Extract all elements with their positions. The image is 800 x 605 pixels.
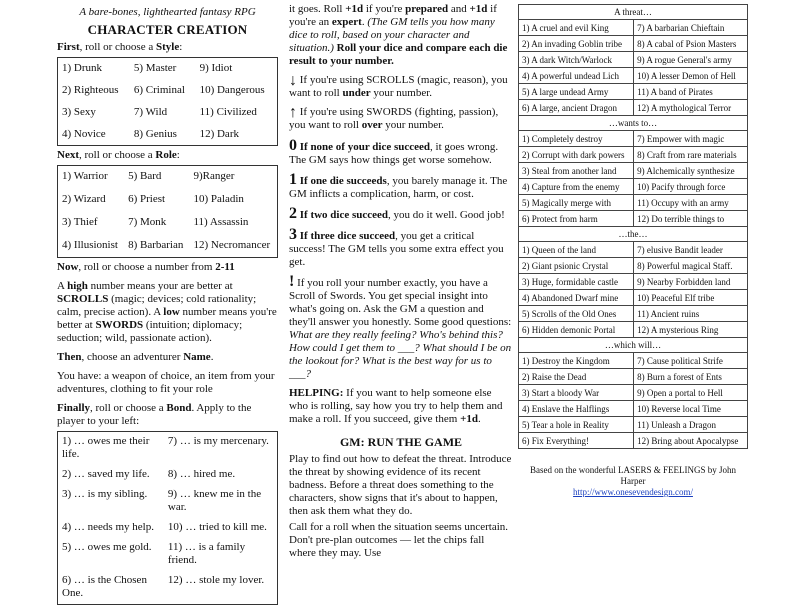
table-row bbox=[519, 290, 748, 306]
table-cell: 7) … is my mercenary. bbox=[167, 435, 269, 447]
table-row bbox=[58, 58, 278, 80]
table-cell: 3) … is my sibling. bbox=[62, 488, 148, 500]
style-table bbox=[57, 57, 278, 146]
table-cell: 11) … is a family friend. bbox=[167, 541, 246, 566]
bond-table bbox=[57, 431, 278, 605]
table-cell: 1) Warrior bbox=[62, 170, 108, 182]
table-cell: 12) Dark bbox=[199, 127, 239, 140]
table-cell: 3) Start a bloody War bbox=[519, 385, 634, 401]
table-row bbox=[519, 433, 748, 449]
table-cell: 10) … tried to kill me. bbox=[167, 521, 267, 533]
table-row bbox=[58, 465, 278, 485]
table-cell: 7) Monk bbox=[128, 215, 167, 228]
wants-header: …wants to… bbox=[519, 116, 748, 131]
table-row bbox=[519, 274, 748, 290]
table-cell: 12) A mysterious Ring bbox=[634, 322, 748, 338]
table-cell: 9) Nearby Forbidden land bbox=[634, 274, 748, 290]
table-row bbox=[519, 20, 748, 36]
table-row bbox=[519, 163, 748, 179]
table-row bbox=[519, 369, 748, 385]
table-cell: 8) Powerful magical Staff. bbox=[634, 258, 748, 274]
rolling-rules-column bbox=[289, 0, 513, 559]
table-cell: 10) Dangerous bbox=[199, 83, 265, 96]
table-row bbox=[58, 189, 278, 212]
table-row bbox=[58, 80, 278, 102]
table-cell: 8) A cabal of Psion Masters bbox=[634, 36, 748, 52]
exact-roll-rule: ! If you roll your number exactly, you have a Scroll of Swords. You get special insight into what's going on. Ask the GM a question and they'll answer you honestly. Some good questions: What are they really feeling? Who's behind this? How could I get them to ___? What should I be on the lookout for? What is the best way for us to ___? bbox=[289, 273, 512, 380]
table-row bbox=[58, 538, 278, 571]
table-cell: 3) A dark Witch/Warlock bbox=[519, 52, 634, 68]
table-row bbox=[58, 571, 278, 605]
table-cell: 5) Scrolls of the Old Ones bbox=[519, 306, 634, 322]
table-cell: 9) Open a portal to Hell bbox=[634, 385, 748, 401]
table-row bbox=[58, 485, 278, 518]
table-cell: 10) A lesser Demon of Hell bbox=[634, 68, 748, 84]
table-cell: 6) Protect from harm bbox=[519, 211, 634, 227]
table-cell: 10) Reverse local Time bbox=[634, 401, 748, 417]
table-cell: 2) Wizard bbox=[62, 192, 106, 205]
table-cell: 8) Craft from rare materials bbox=[634, 147, 748, 163]
table-cell: 6) Criminal bbox=[133, 83, 185, 96]
table-row bbox=[519, 100, 748, 116]
table-cell: 6) Hidden demonic Portal bbox=[519, 322, 634, 338]
table-cell: 8) Genius bbox=[133, 127, 177, 140]
table-cell: 4) Illusionist bbox=[62, 238, 118, 251]
table-cell: 10) Paladin bbox=[193, 192, 244, 205]
table-row bbox=[519, 52, 748, 68]
bond-instruction: Finally, roll or choose a Bond. Apply to the player to your left: bbox=[57, 402, 252, 427]
table-cell: 5) Magically merge with bbox=[519, 195, 634, 211]
table-row bbox=[519, 195, 748, 211]
table-cell: 4) A powerful undead Lich bbox=[519, 68, 634, 84]
game-tagline: A bare-bones, lighthearted fantasy RPG bbox=[79, 6, 256, 18]
table-cell: 8) … hired me. bbox=[167, 468, 236, 480]
role-table bbox=[57, 165, 278, 258]
table-cell: 7) Cause political Strife bbox=[634, 353, 748, 369]
table-cell: 12) Necromancer bbox=[193, 238, 271, 251]
table-cell: 1) Queen of the land bbox=[519, 242, 634, 258]
table-cell: 12) Bring about Apocalypse bbox=[634, 433, 748, 449]
table-cell: 2) Giant psionic Crystal bbox=[519, 258, 634, 274]
table-row bbox=[519, 84, 748, 100]
which-header: …which will… bbox=[519, 338, 748, 353]
table-row bbox=[519, 306, 748, 322]
table-cell: 11) Occupy with an army bbox=[634, 195, 748, 211]
table-row bbox=[519, 36, 748, 52]
table-cell: 9) A rogue General's army bbox=[634, 52, 748, 68]
table-row bbox=[519, 68, 748, 84]
table-header-row bbox=[519, 116, 748, 131]
table-cell: 6) Fix Everything! bbox=[519, 433, 634, 449]
table-cell: 2) … saved my life. bbox=[62, 468, 150, 480]
table-cell: 9) Alchemically synthesize bbox=[634, 163, 748, 179]
table-cell: 3) Huge, formidable castle bbox=[519, 274, 634, 290]
table-row bbox=[58, 102, 278, 124]
table-row bbox=[519, 417, 748, 433]
table-row bbox=[519, 353, 748, 369]
table-cell: 6) Priest bbox=[128, 192, 166, 205]
gm-paragraph-2: Call for a roll when the situation seems uncertain. Don't pre-plan outcomes — let the chips fall where they may. Use bbox=[289, 521, 509, 559]
gear-text: You have: a weapon of choice, an item from your adventures, clothing to fit your role bbox=[57, 370, 275, 395]
table-cell: 6) A large, ancient Dragon bbox=[519, 100, 634, 116]
table-cell: 12) … stole my lover. bbox=[167, 574, 265, 586]
credit-text: Based on the wonderful LASERS & FEELINGS by John Harper bbox=[530, 465, 736, 486]
table-cell: 8) Barbarian bbox=[128, 238, 184, 251]
table-cell: 5) A large undead Army bbox=[519, 84, 634, 100]
table-cell: 5) Master bbox=[133, 62, 177, 74]
table-cell: 11) Assassin bbox=[193, 215, 249, 228]
table-row bbox=[58, 518, 278, 538]
table-row bbox=[519, 211, 748, 227]
threat-generator-table bbox=[518, 4, 748, 449]
table-row bbox=[519, 179, 748, 195]
table-row bbox=[519, 147, 748, 163]
gm-section-title: GM: RUN THE GAME bbox=[339, 435, 463, 449]
role-instruction: Next, roll or choose a Role: bbox=[57, 149, 180, 161]
table-cell: 8) Burn a forest of Ents bbox=[634, 369, 748, 385]
exclamation-icon: ! bbox=[289, 273, 295, 290]
table-cell: 1) A cruel and evil King bbox=[519, 20, 634, 36]
table-cell: 4) Enslave the Halflings bbox=[519, 401, 634, 417]
number-explanation: A high number means your are better at SCROLLS (magic; devices; cold rationality; calm, precise action). A low number means you're better at SWORDS (intuition; diplomacy; seduction; wild, passionate action). bbox=[57, 280, 277, 344]
table-row bbox=[519, 242, 748, 258]
table-cell: 4) Novice bbox=[62, 127, 106, 140]
table-cell: 5) Tear a hole in Reality bbox=[519, 417, 634, 433]
helping-rule: HELPING: If you want to help someone else who is rolling, say how you try to help them and make a roll. If you succeed, give them +1d. bbox=[289, 387, 503, 425]
scrolls-rule: ↓ If you're using SCROLLS (magic, reason), you want to roll under your number. bbox=[289, 72, 508, 99]
table-row bbox=[58, 212, 278, 235]
result-zero: 0 If none of your dice succeed, it goes wrong. The GM says how things get worse somehow. bbox=[289, 137, 499, 166]
table-cell: 11) Unleash a Dragon bbox=[634, 417, 748, 433]
threat-header: A threat… bbox=[519, 5, 748, 20]
result-three: 3 If three dice succeed, you get a critical success! The GM tells you some extra effect you get. bbox=[289, 226, 504, 268]
table-cell: 7) Wild bbox=[133, 105, 168, 118]
table-cell: 2) An invading Goblin tribe bbox=[519, 36, 634, 52]
up-arrow-icon: ↑ bbox=[289, 104, 297, 121]
table-cell: 12) A mythological Terror bbox=[634, 100, 748, 116]
threat-generator-column bbox=[518, 4, 748, 497]
table-cell: 10) Pacify through force bbox=[634, 179, 748, 195]
character-creation-column bbox=[57, 0, 278, 599]
table-cell: 2) Corrupt with dark powers bbox=[519, 147, 634, 163]
table-cell: 1) Completely destroy bbox=[519, 131, 634, 147]
character-creation-title: CHARACTER CREATION bbox=[87, 22, 248, 37]
table-row bbox=[519, 401, 748, 417]
table-row bbox=[519, 322, 748, 338]
table-row bbox=[519, 258, 748, 274]
table-cell: 6) … is the Chosen One. bbox=[62, 574, 147, 599]
table-cell: 3) Sexy bbox=[62, 105, 96, 118]
roll-instruction: it goes. Roll +1d if you're prepared and +1d if you're an expert. (The GM tells you how many dice to roll, based on your character and situation.) Roll your dice and compare each die result to your number. bbox=[289, 3, 508, 67]
table-header-row bbox=[519, 338, 748, 353]
table-cell: 9) Idiot bbox=[199, 62, 233, 74]
table-cell: 11) Ancient ruins bbox=[634, 306, 748, 322]
down-arrow-icon: ↓ bbox=[289, 72, 297, 89]
table-cell: 10) Peaceful Elf tribe bbox=[634, 290, 748, 306]
table-cell: 2) Raise the Dead bbox=[519, 369, 634, 385]
table-row bbox=[58, 432, 278, 466]
table-header-row bbox=[519, 227, 748, 242]
number-instruction: Now, roll or choose a number from 2-11 bbox=[57, 261, 235, 273]
table-cell: 7) A barbarian Chieftain bbox=[634, 20, 748, 36]
name-instruction: Then, choose an adventurer Name. bbox=[57, 351, 214, 363]
result-two: 2 If two dice succeed, you do it well. Good job! bbox=[289, 205, 505, 222]
table-row bbox=[58, 235, 278, 258]
table-cell: 7) Empower with magic bbox=[634, 131, 748, 147]
table-cell: 2) Righteous bbox=[62, 83, 119, 96]
table-cell: 12) Do terrible things to bbox=[634, 211, 748, 227]
table-row bbox=[58, 124, 278, 146]
credit-note bbox=[518, 465, 748, 498]
swords-rule: ↑ If you're using SWORDS (fighting, passion), you want to roll over your number. bbox=[289, 104, 499, 131]
table-cell: 11) Civilized bbox=[199, 105, 257, 118]
table-row bbox=[58, 166, 278, 189]
result-one: 1 If one die succeeds, you barely manage it. The GM inflicts a complication, harm, or cost. bbox=[289, 171, 508, 200]
table-cell: 4) … needs my help. bbox=[62, 521, 154, 533]
gm-paragraph-1: Play to find out how to defeat the threat. Introduce the threat by showing evidence of its recent badness. Before a threat does something to the characters, show signs that it's about to happen, then ask them what they do. bbox=[289, 453, 512, 517]
table-cell: 9) … knew me in the war. bbox=[167, 488, 262, 513]
table-cell: 1) … owes me their life. bbox=[62, 435, 150, 460]
table-row bbox=[519, 385, 748, 401]
table-header-row bbox=[519, 5, 748, 20]
table-cell: 4) Abandoned Dwarf mine bbox=[519, 290, 634, 306]
table-cell: 11) A band of Pirates bbox=[634, 84, 748, 100]
table-row bbox=[519, 131, 748, 147]
table-cell: 5) … owes me gold. bbox=[62, 541, 152, 553]
table-cell: 3) Steal from another land bbox=[519, 163, 634, 179]
table-cell: 9)Ranger bbox=[193, 170, 235, 182]
the-header: …the… bbox=[519, 227, 748, 242]
table-cell: 1) Drunk bbox=[62, 62, 103, 74]
table-cell: 7) elusive Bandit leader bbox=[634, 242, 748, 258]
credit-link[interactable]: http://www.onesevendesign.com/ bbox=[573, 487, 693, 497]
table-cell: 5) Bard bbox=[128, 170, 162, 182]
table-cell: 1) Destroy the Kingdom bbox=[519, 353, 634, 369]
table-cell: 4) Capture from the enemy bbox=[519, 179, 634, 195]
style-instruction: First, roll or choose a Style: bbox=[57, 41, 183, 53]
table-cell: 3) Thief bbox=[62, 215, 98, 228]
